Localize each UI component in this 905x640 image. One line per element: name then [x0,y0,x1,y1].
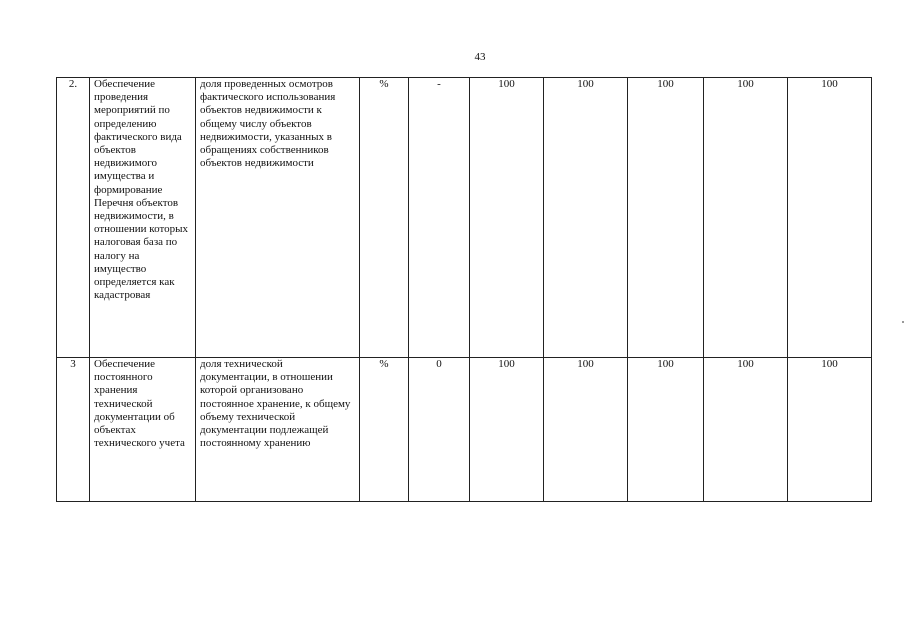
value-cell: 100 [544,78,628,358]
value-cell: 0 [409,358,470,502]
value-cell: 100 [788,78,872,358]
value-cell: 100 [544,358,628,502]
table-row [57,78,872,358]
value-cell: 100 [470,358,544,502]
activity-name: Обеспечение проведения мероприятий по определению фактического вида объектов недвижимого имущества и формирование Перечня объектов недвижимости, в отношении которых налоговая база по налогу на имущество определяется как кадастровая [90,78,196,358]
scan-speck [902,321,904,323]
indicator-table [56,77,872,502]
table-row [57,358,872,502]
value-cell: 100 [628,358,704,502]
value-cell: 100 [628,78,704,358]
unit-cell: % [360,358,409,502]
unit-cell: % [360,78,409,358]
row-number: 3 [57,358,90,502]
value-cell: 100 [788,358,872,502]
row-number: 2. [57,78,90,358]
value-cell: 100 [704,358,788,502]
value-cell: 100 [470,78,544,358]
value-cell: 100 [704,78,788,358]
indicator-description: доля технической документации, в отношении которой организовано постоянное хранение, к общему объему технической документации подлежащей постоянному хранению [196,358,360,502]
activity-name: Обеспечение постоянного хранения технической документации об объектах технического учета [90,358,196,502]
value-cell: - [409,78,470,358]
indicator-description: доля проведенных осмотров фактического использования объектов недвижимости к общему числу объектов недвижимости, указанных в обращениях собственников объектов недвижимости [196,78,360,358]
page-number: 43 [474,51,486,63]
